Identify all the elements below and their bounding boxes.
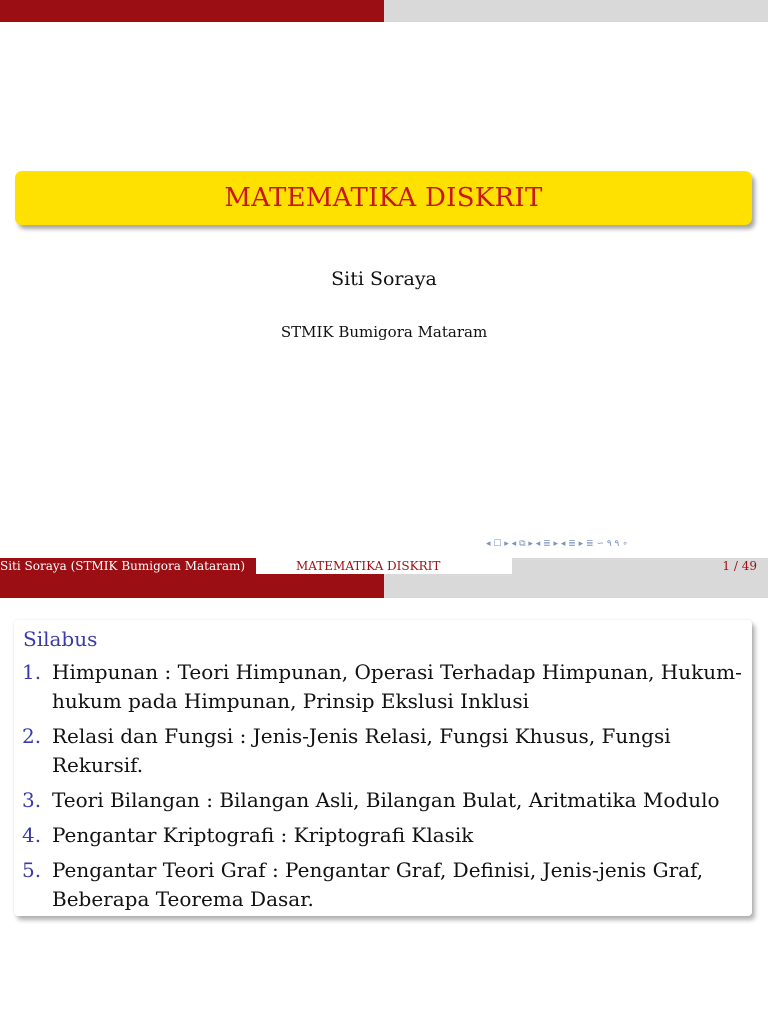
institute-name: STMIK Bumigora Mataram bbox=[280, 323, 488, 341]
syllabus-list bbox=[22, 658, 750, 920]
item-number: 5. bbox=[22, 858, 42, 882]
top-bar-grey-half bbox=[384, 0, 768, 22]
footer-title: MATEMATIKA DISKRIT bbox=[256, 558, 512, 574]
list-item bbox=[22, 658, 750, 716]
item-number: 2. bbox=[22, 724, 42, 748]
title-block bbox=[15, 171, 752, 225]
item-text: Teori Bilangan : Bilangan Asli, Bilangan Bulat, Aritmatika Modulo bbox=[52, 788, 720, 812]
slide2-bar-red-half bbox=[0, 574, 384, 598]
item-text: Pengantar Teori Graf : Pengantar Graf, Definisi, Jenis-jenis Graf, Beberapa Teorema Dasar. bbox=[52, 858, 704, 911]
item-text: Pengantar Kriptografi : Kriptografi Klasik bbox=[52, 823, 474, 847]
item-text: Relasi dan Fungsi : Jenis-Jenis Relasi, Fungsi Khusus, Fungsi Rekursif. bbox=[52, 724, 671, 777]
list-item bbox=[22, 856, 750, 914]
footer-author-institute: Siti Soraya (STMIK Bumigora Mataram) bbox=[0, 558, 256, 574]
author-name: Siti Soraya bbox=[331, 268, 437, 290]
top-headline-bar bbox=[0, 0, 768, 22]
item-number: 4. bbox=[22, 823, 42, 847]
item-text: Himpunan : Teori Himpunan, Operasi Terhadap Himpunan, Hukum-hukum pada Himpunan, Prinsip Ekslusi Inklusi bbox=[52, 660, 742, 713]
syllabus-block bbox=[14, 620, 752, 916]
navigation-symbols[interactable]: ◂ ☐ ▸ ◂ ⧉ ▸ ◂ ≣ ▸ ◂ ≣ ▸ ≣ ∽ ۹ ۹ ∘ bbox=[486, 539, 628, 549]
list-item bbox=[22, 786, 750, 815]
item-number: 3. bbox=[22, 788, 42, 812]
slide2-headline-bar bbox=[0, 574, 768, 598]
slide2-bar-grey-half bbox=[384, 574, 768, 598]
footline bbox=[0, 558, 768, 574]
list-item bbox=[22, 821, 750, 850]
syllabus-title: Silabus bbox=[23, 627, 98, 651]
presentation-title: MATEMATIKA DISKRIT bbox=[224, 183, 543, 213]
top-bar-red-half bbox=[0, 0, 384, 22]
footer-page-number: 1 / 49 bbox=[512, 558, 768, 574]
item-number: 1. bbox=[22, 660, 42, 684]
list-item bbox=[22, 722, 750, 780]
